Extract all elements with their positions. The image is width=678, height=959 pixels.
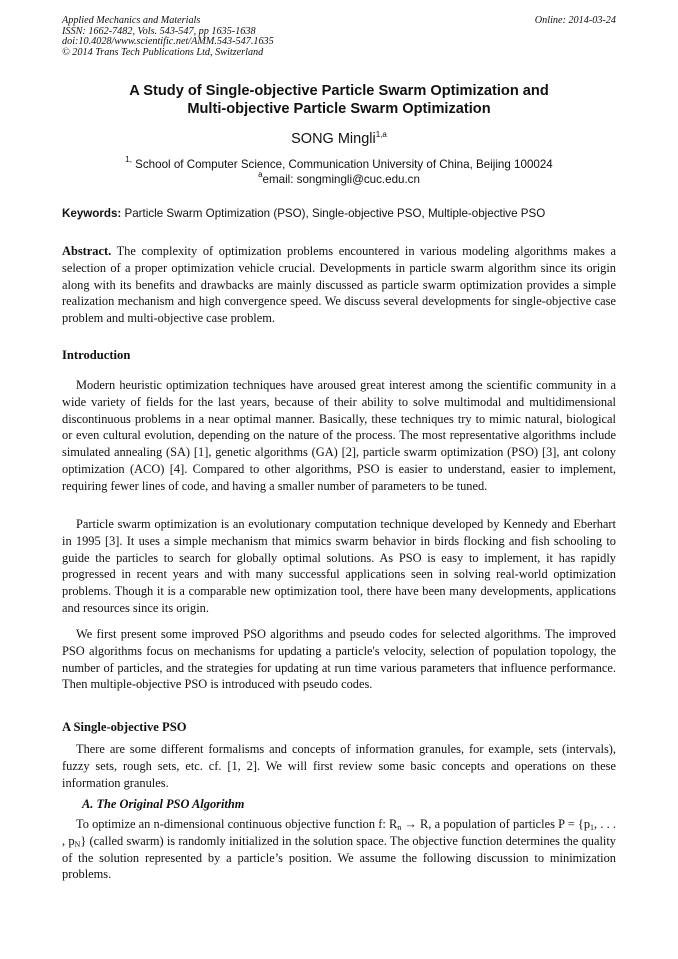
abstract	[62, 243, 616, 327]
author-superscript: 1,a	[375, 130, 387, 139]
pso-text-part-2: → R, a population of particles P = {p	[401, 817, 591, 831]
pso-text-part-4: } (called swarm) is randomly initialized in the solution space. The objective function determines the quality of the solution represented by a particle’s position. We assume the following discussion to minimization problems.	[62, 833, 616, 882]
journal-name: Applied Mechanics and Materials	[62, 15, 201, 26]
abstract-text: The complexity of optimization problems encountered in various modeling algorithms makes a selection of a proper optimization vehicle crucial. Developments in particle swarm algorithm since its origin along with its benefits and drawbacks are mainly discussed as particle swarm optimization provides a simple realization mechanism and high convergence speed. We discuss several developments for single-objective case problem and multi-objective case problem.	[62, 244, 616, 326]
author	[62, 130, 616, 148]
issn-line: ISSN: 1662-7482, Vols. 543-547, pp 1635-1638	[62, 25, 256, 37]
doi-line: doi:10.4028/www.scientific.net/AMM.543-547.1635	[62, 36, 274, 48]
introduction-paragraph-2: Particle swarm optimization is an evolutionary computation technique developed by Kennedy and Eberhart in 1995 [3]. It uses a simple mechanism that mimics swarm behavior in birds flocking and fish schooling to guide the particles to search for globally optimal solutions. As PSO is easy to implement, it has rapidly progressed in recent years and with many successful applications seen in solving real-world optimization problems. Though it is a comparable new optimization tool, there have been many developments, applications and resources since its origin.	[62, 517, 616, 615]
paper-title	[62, 82, 616, 118]
title-line-2: Multi-objective Particle Swarm Optimization	[187, 101, 491, 117]
subscript-1: 1	[590, 823, 595, 832]
title-line-1: A Study of Single-objective Particle Swarm Optimization and	[129, 83, 549, 99]
author-name: SONG Mingli	[291, 131, 376, 147]
subscript-n: n	[397, 823, 402, 832]
author-email: email: songmingli@cuc.edu.cn	[262, 173, 420, 186]
journal-header	[62, 16, 616, 58]
email-superscript: a	[258, 170, 263, 179]
single-objective-heading: A Single-objective PSO	[62, 720, 187, 734]
single-objective-paragraph-2	[62, 816, 616, 883]
affiliation-superscript: 1,	[125, 155, 132, 164]
affiliation	[62, 157, 616, 187]
affiliation-text: School of Computer Science, Communication University of China, Beijing 100024	[131, 158, 553, 171]
copyright-line: © 2014 Trans Tech Publications Ltd, Switzerland	[62, 46, 264, 58]
introduction-heading: Introduction	[62, 348, 131, 362]
pso-text-part-1: To optimize an n-dimensional continuous objective function f: R	[76, 817, 398, 831]
abstract-label: Abstract.	[62, 244, 112, 258]
keywords-label: Keywords:	[62, 207, 122, 220]
introduction-paragraph-3: We first present some improved PSO algorithms and pseudo codes for selected algorithms. The improved PSO algorithms focus on mechanisms for updating a particle's velocity, selection of population topology, the number of particles, and the strategies for updating at run time various parameters that influence performance. Then multiple-objective PSO is introduced with pseudo codes.	[62, 627, 616, 692]
keywords	[62, 206, 616, 221]
introduction-paragraph-1: Modern heuristic optimization techniques have aroused great interest among the scientific community in a wide variety of fields for the last years, because of their ability to solve multimodal and multidimensional discontinuous problems in a near optimal manner. Basically, these techniques try to mimic natural, biological or even cultural evolution, depending on the nature of the process. The most representative algorithms include simulated annealing (SA) [1], genetic algorithms (GA) [2], particle swarm optimization (PSO) [3], ant colony optimization (ACO) [4]. Compared to other algorithms, PSO is easier to understand, easier to implement, requiring fewer lines of code, and having a smaller number of parameters to be tuned.	[62, 378, 616, 493]
pso-text-part-3: , . . . , p	[62, 817, 616, 848]
keywords-text: Particle Swarm Optimization (PSO), Single-objective PSO, Multiple-objective PSO	[121, 207, 546, 220]
original-pso-subheading: A. The Original PSO Algorithm	[82, 797, 245, 811]
subscript-N: N	[74, 839, 81, 849]
online-date: Online: 2014-03-24	[534, 15, 616, 26]
single-objective-paragraph-1: There are some different formalisms and concepts of information granules, for example, sets (intervals), fuzzy sets, rough sets, etc. cf. [1, 2]. We will first review some basic concepts and operations on these information granules.	[62, 742, 616, 790]
